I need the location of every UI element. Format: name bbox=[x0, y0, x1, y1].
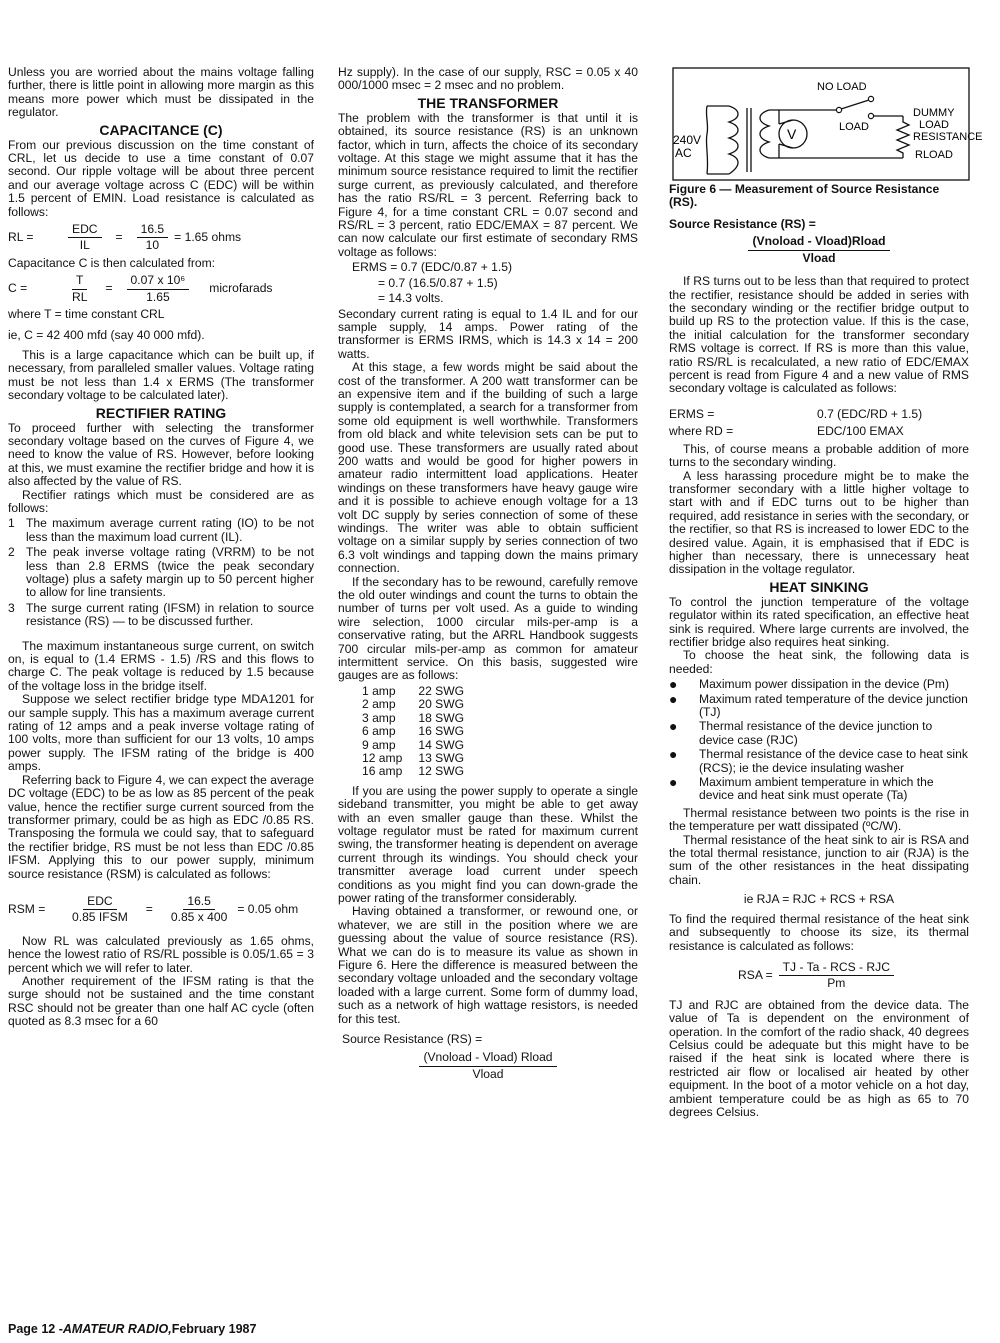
bullet-icon: ● bbox=[669, 676, 678, 693]
equation-erms: ERMS = 0.7 (EDC/0.87 + 1.5) bbox=[352, 260, 512, 275]
secondary-winding-icon bbox=[760, 110, 769, 158]
heading-transformer: THE TRANSFORMER bbox=[417, 94, 559, 111]
capacitance-paragraph-3: This is a large capacitance which can be built up, if necessary, from paralleled smaller values. Voltage rating must be not less than 1.4 x ERMS (The transformer secondary voltage to be calculated later). bbox=[8, 347, 314, 403]
where-line: where T = time constant CRL bbox=[8, 307, 165, 322]
rectifier-paragraph-2: Rectifier ratings which must be considered are as follows: bbox=[8, 487, 314, 515]
rload-label: RLOAD bbox=[915, 149, 953, 161]
transformer-paragraph-4: If the secondary has to be rewound, carefully remove the old outer windings and count the turns to obtain the number of turns per volt used. As a guide to winding wire selection, 1000 circular mils-per-amp is a conservative rating, but the ARRL Handbook suggests 700 circular mils-per-amp as common for amateur intermittent service. On this basis, suggested wire gauges are as follows: bbox=[338, 574, 638, 683]
switch-icon bbox=[841, 100, 869, 109]
capacitance-paragraph-2: Capacitance C is then calculated from: bbox=[8, 255, 216, 270]
page-footer bbox=[8, 1322, 256, 1336]
load-label: LOAD bbox=[839, 121, 869, 133]
transformer-paragraph-2: Secondary current rating is equal to 1.4 IL and for our sample supply, 14 amps. Power rating of the transformer is ERMS IRMS, which is 14.3 x 14 = 200 watts. bbox=[338, 306, 638, 361]
figure-6-caption: Figure 6 — Measurement of Source Resistance (RS). bbox=[669, 182, 940, 210]
dummy-label-3: RESISTANCE bbox=[913, 131, 983, 143]
bullet-icon: ● bbox=[669, 774, 678, 791]
heat-paragraph-5: To find the required thermal resistance of the heat sink and subsequently to choose its size, its thermal resistance is calculated as follows: bbox=[669, 911, 969, 953]
dummy-label-1: DUMMY bbox=[913, 107, 955, 119]
formula-rd: where RD = EDC/100 EMAX bbox=[669, 424, 904, 439]
footer-magazine: AMATEUR RADIO, bbox=[62, 1322, 172, 1336]
figure-6-circuit-diagram bbox=[669, 66, 997, 182]
ac-voltage-label: 240V bbox=[673, 133, 702, 147]
equation-load-resistance: RL = $\frac{\text{EDC}}{IL}$ = $\frac{16.5}{10}$ = 1.65 ohms bbox=[8, 222, 242, 253]
list-item: 3 The surge current rating (IFSM) in relation to source resistance (RS) — to be discussed further. bbox=[8, 600, 314, 629]
ie-line: ie, C = 42 400 mfd (say 40 000 mfd). bbox=[8, 327, 205, 342]
table-row: 12 amp 13 SWG bbox=[362, 750, 465, 765]
heat-paragraph-1: To control the junction temperature of the voltage regulator within its rated specification, an effective heat sink is required. Where large currents are involved, the rectifier bridge also requires heat sinking. bbox=[669, 594, 969, 649]
capacitance-paragraph-1: From our previous discussion on the time constant of CRL, let us decide to use a time constant of 0.07 second. Our ripple voltage will be about three percent and our average voltage across C (EDC) will be within 1.5 percent of EMIN. Load resistance is calculated as follows: bbox=[8, 137, 314, 219]
heat-paragraph-6: TJ and RJC are obtained from the device data. The value of Ta is dependent on the environment of operation. In the comfort of the radio shack, 40 degrees Celsius could be adequate but this might have to be raised if the heat sink is located where there is restricted air flow or localised air heated by other equipment. In the boot of a motor vehicle on a hot day, ambient temperature could be as high as 65 to 70 degrees Celsius. bbox=[669, 997, 969, 1119]
table-row: 3 amp 18 SWG bbox=[362, 710, 465, 725]
rectifier-paragraph-1: To proceed further with selecting the transformer secondary voltage based on the curves of Figure 4, we need to know the value of RS. However, before looking at this, we must examine the rectifier bridge and how it is also affected by the value of RS. bbox=[8, 420, 314, 489]
column-2 bbox=[338, 66, 638, 1081]
list-item: ● Maximum power dissipation in the device (Pm) bbox=[669, 676, 950, 693]
table-row: 2 amp 20 SWG bbox=[362, 697, 465, 712]
ac-label: AC bbox=[675, 146, 692, 160]
transformer-paragraph-3: At this stage, a few words might be said about the cost of the transformer. A 200 watt transformer can be an expensive item and if the building of such a large supply is contemplated, a search for a transformer from some old equipment is well worthwhile. Transformers from old black and white television sets can be put to good use. These transformers are usually rated about 200 watts and would be good for higher powers in amateur radio intermittent load applications. Heater windings on these transformers have heavy gauge wire and it is possible to achieve enough voltage for a 13 volt DC supply by series connection of some of these windings. The writer was able to obtain sufficient voltage on a similar supply by series connection of two 6.3 volt windings and tapping down the mains primary connection. bbox=[338, 360, 638, 576]
heading-capacitance: CAPACITANCE (C) bbox=[99, 121, 223, 138]
rectifier-paragraph-3: The maximum instantaneous surge current, on switch on, is equal to (1.4 ERMS - 1.5) /RS and this flows to charge C. The peak voltage is reduced by 1.5 because of the voltage loss in the bridge itself. bbox=[8, 638, 314, 693]
primary-winding-icon bbox=[729, 106, 738, 174]
bullet-icon: ● bbox=[669, 746, 678, 763]
footer-page-number: Page 12 - bbox=[8, 1322, 63, 1336]
intro-paragraph: Unless you are worried about the mains voltage falling further, there is little point in allowing more margin as this means more power which must be dissipated in the regulator. bbox=[8, 65, 314, 120]
heat-paragraph-4: Thermal resistance of the heat sink to air is RSA and the total thermal resistance, junction to air (RJA) is the sum of the other resistances in the heat dissipating chain. bbox=[669, 832, 969, 887]
continued-paragraph: Hz supply). In the case of our supply, RSC = 0.05 x 40 000/1000 msec = 2 msec and no problem. bbox=[338, 65, 638, 93]
rectifier-ratings-list bbox=[8, 517, 314, 628]
bullet-icon: ● bbox=[669, 690, 678, 707]
equation-erms-step-2: = 0.7 (16.5/0.87 + 1.5) bbox=[378, 275, 498, 290]
list-item: 1 The maximum average current rating (IO) to be not less than the maximum load current (IL). bbox=[8, 516, 314, 544]
rectifier-paragraph-5: Referring back to Figure 4, we can expect the average DC voltage (EDC) to be as low as 85 percent of the peak value, hence the rectifier surge current sourced from the transformer primary, could be as high as EDC /0.85 RS. Transposing the formula we could say, that to safeguard the rectifier bridge, RS must be not less than EDC /0.85 IFSM. Applying this to our power supply, minimum source resistance (RSM) is calculated as follows: bbox=[8, 772, 314, 881]
rectifier-paragraph-7: Another requirement of the IFSM rating is that the surge should not be sustained and the time constant RSC should not be greater than one half AC cycle (often quoted as 8.3 msec for a 60 bbox=[8, 973, 314, 1029]
equation-rja: ie RJA = RJC + RCS + RSA bbox=[743, 892, 895, 907]
voltmeter-label: V bbox=[787, 126, 797, 142]
source-resistance-formula: Source Resistance (RS) = $\frac{\text{(Vnoload - Vload) Rload}}{\text{Vload}}$ bbox=[338, 1033, 638, 1081]
list-item: 2 The peak inverse voltage rating (VRRM) to be not less than 2.8 ERMS (twice the peak secondary voltage) plus a safety margin up to 50 percent higher to allow for line transients. bbox=[8, 545, 314, 600]
list-item: ● Maximum ambient temperature in which the device and heat sink must operate (Ta) bbox=[669, 774, 934, 803]
list-item: ● Thermal resistance of the device junction to device case (RJC) bbox=[669, 718, 933, 747]
column-3: Source Resistance (RS) = $\frac{\text{(Vnoload - Vload)Rload}}{\text{Vload}}$ If RS turns out to be less than that required to protect the rectifier, resistance should be added in series with the secondary winding or the rectifier bridge output to build up RS to the protection value. If this is the case, the initial calculation for the transformer secondary RMS voltage is correct. If RS is more than this value, ratio RS/RL is recalculated, a new ratio of EDC/EMAX percent is read from Figure 4 and a new value of RMS secondary voltage is calculated as follows: ERMS = 0.7 (EDC/RD + 1.5) where RD = EDC/100 EMAX This, of course means a probable addition of more turns to the secondary winding. A less harassing procedure might be to make the transformer secondary with a little higher voltage to start with and if EDC turns out to be higher than required, add resistance in series with the secondary, or the rectifier, so that RS is increased to lower EDC to the desired value. Again, it is emphasised that if EDC is higher than necessary, there is unnecessary heat dissipation in the voltage regulator. HEAT SINKING To control the junction temperature of the voltage regulator within its rated specification, an effective heat sink is required. Where large currents are involved, the rectifier bridge also requires heat sinking. To choose the heat sink, the following data is needed: ● Maximum power dissipation in the device (Pm) ● Maximum rated temperature of the device junction (TJ) ● Thermal resistance of the device junction to device case (RJC) ● Thermal resistance of the device case to heat sink (RCS); ie the device insulating washer ● Maximum ambient temperature in which the device and heat sink must operate (Ta) Thermal resistance between two points is the rise in the temperature per watt dissipated (ºC/W). Thermal resistance of the heat sink to air is RSA and the total thermal resistance, junction to air (RJA) is the sum of the other resistances in the heat dissipating chain. ie RJA = RJC + RCS + RSA To find the required thermal resistance of the heat sink and subsequently to choose its size, its thermal resistance is calculated as follows: RSA = $\frac{\text{TJ - Ta - RCS - RJC}}{Pm}$ TJ and RJC are obtained from the device data. The value of Ta is dependent on the environment of operation. In the comfort of the radio shack, 40 degrees Celsius could be adequate but this might have to be raised if the heat sink is located where there is restricted air flow or localised air heated by other equipment. In the boot of a motor vehicle on a hot day, ambient temperature could be as high as 65 to 70 degrees Celsius. bbox=[669, 217, 969, 1119]
table-row: 6 amp 16 SWG bbox=[362, 724, 465, 739]
heading-rectifier-rating: RECTIFIER RATING bbox=[95, 404, 227, 421]
source-resistance-paragraph-3: A less harassing procedure might be to make the transformer secondary with a little higher voltage to start with and if EDC turns out to be higher than required, add resistance in series with the secondary, or the rectifier, so that RS is increased to lower EDC to the desired value. Again, it is emphasised that if EDC is higher than necessary, there is unnecessary heat dissipation in the voltage regulator. bbox=[669, 468, 969, 577]
transformer-paragraph-1: The problem with the transformer is that until it is obtained, its source resistance (RS) is an unknown factor, which in turn, affects the choice of its secondary voltage. At this stage we might assume that it has the minimum source resistance required to limit the rectifier surge current, as previously calculated, and therefore has the ratio RS/RL = 3 percent. Referring back to Figure 4, for a time constant CRL = 0.07 second and RS/RL = 3 percent, ratio EDC/EMAX = 87 percent. We can now calculate our first estimate of secondary RMS voltage as follows: bbox=[338, 110, 638, 259]
table-row: 16 amp 12 SWG bbox=[362, 764, 465, 779]
list-item: ● Maximum rated temperature of the device junction (TJ) bbox=[669, 690, 968, 719]
rectifier-paragraph-6: Now RL was calculated previously as 1.65 ohms, hence the lowest ratio of RS/RL possible is 0.05/1.65 = 3 percent which we will refer to later. bbox=[8, 933, 314, 975]
transformer-paragraph-6: Having obtained a transformer, or rewound one, or whatever, we are still in the position where we are guessing about the value of source resistance (RS). What we can do is to measure its value as shown in Figure 6. Here the difference is measured between the secondary voltage unloaded and the secondary voltage loaded with a large current. Some form of dummy load, such as a network of high wattage resistors, is needed for this test. bbox=[338, 904, 638, 1026]
equation-capacitance: C = $\frac{T}{RL}$ = $\frac{\text{0.07 x 10⁶}}{1.65}$ microfarads bbox=[8, 273, 273, 304]
resistor-icon bbox=[897, 116, 909, 158]
wire-gauge-table bbox=[362, 685, 480, 779]
heat-data-list bbox=[669, 678, 969, 803]
footer-date: February 1987 bbox=[171, 1322, 257, 1336]
list-item: ● Thermal resistance of the device case to heat sink (RCS); ie the device insulating washer bbox=[669, 746, 968, 775]
rectifier-paragraph-4: Suppose we select rectifier bridge type MDA1201 for our sample supply. This has a maximum average current rating of 12 amps and a peak inverse voltage rating of 100 volts, more than sufficient for our 13 volts, 10 amps power supply. The IFSM rating of the bridge is 400 amps. bbox=[8, 692, 314, 774]
equation-min-source-resistance: RSM = $\frac{\text{EDC}}{\text{0.85 IFSM}}$ = $\frac{16.5}{0.85 x 400}$ = 0.05 ohm bbox=[8, 893, 299, 925]
column-1 bbox=[8, 66, 314, 1029]
heading-heat-sinking: HEAT SINKING bbox=[769, 578, 869, 595]
table-row: 1 amp 22 SWG bbox=[362, 683, 465, 698]
heat-paragraph-2: To choose the heat sink, the following data is needed: bbox=[669, 648, 969, 676]
equation-rsa: RSA = $\frac{\text{TJ - Ta - RCS - RJC}}{Pm}$ bbox=[669, 961, 969, 991]
table-row: 9 amp 14 SWG bbox=[362, 737, 465, 752]
equation-erms-result: = 14.3 volts. bbox=[378, 291, 444, 306]
bullet-icon: ● bbox=[669, 718, 678, 735]
source-resistance-heading: Source Resistance (RS) = bbox=[669, 217, 816, 231]
formula-erms: ERMS = 0.7 (EDC/RD + 1.5) bbox=[669, 406, 923, 421]
heat-paragraph-3: Thermal resistance between two points is the rise in the temperature per watt dissipated (ºC/W). bbox=[669, 805, 969, 834]
dummy-label-2: LOAD bbox=[919, 119, 949, 131]
source-resistance-paragraph-1: If RS turns out to be less than that required to protect the rectifier, resistance should be added in series with the secondary winding or the rectifier bridge output to build up RS to the protection value. If this is the case, the initial calculation for the transformer secondary RMS voltage is correct. If RS is more than this value, ratio RS/RL is recalculated, a new ratio of EDC/EMAX percent is read from Figure 4 and a new value of RMS secondary voltage is calculated as follows: bbox=[669, 274, 969, 396]
no-load-label: NO LOAD bbox=[817, 81, 867, 93]
source-resistance-paragraph-2: This, of course means a probable addition of more turns to the secondary winding. bbox=[669, 441, 969, 470]
transformer-paragraph-5: If you are using the power supply to operate a single sideband transmitter, you might be able to get away with an even smaller gauge than these. Whilst the voltage regulator must be rated for maximum current swing, the transformer heating is dependent on average current through its windings. You should check your transmitter average load current under speech conditions as you might find you can down-grade the power rating of the transformer considerably. bbox=[338, 783, 638, 905]
